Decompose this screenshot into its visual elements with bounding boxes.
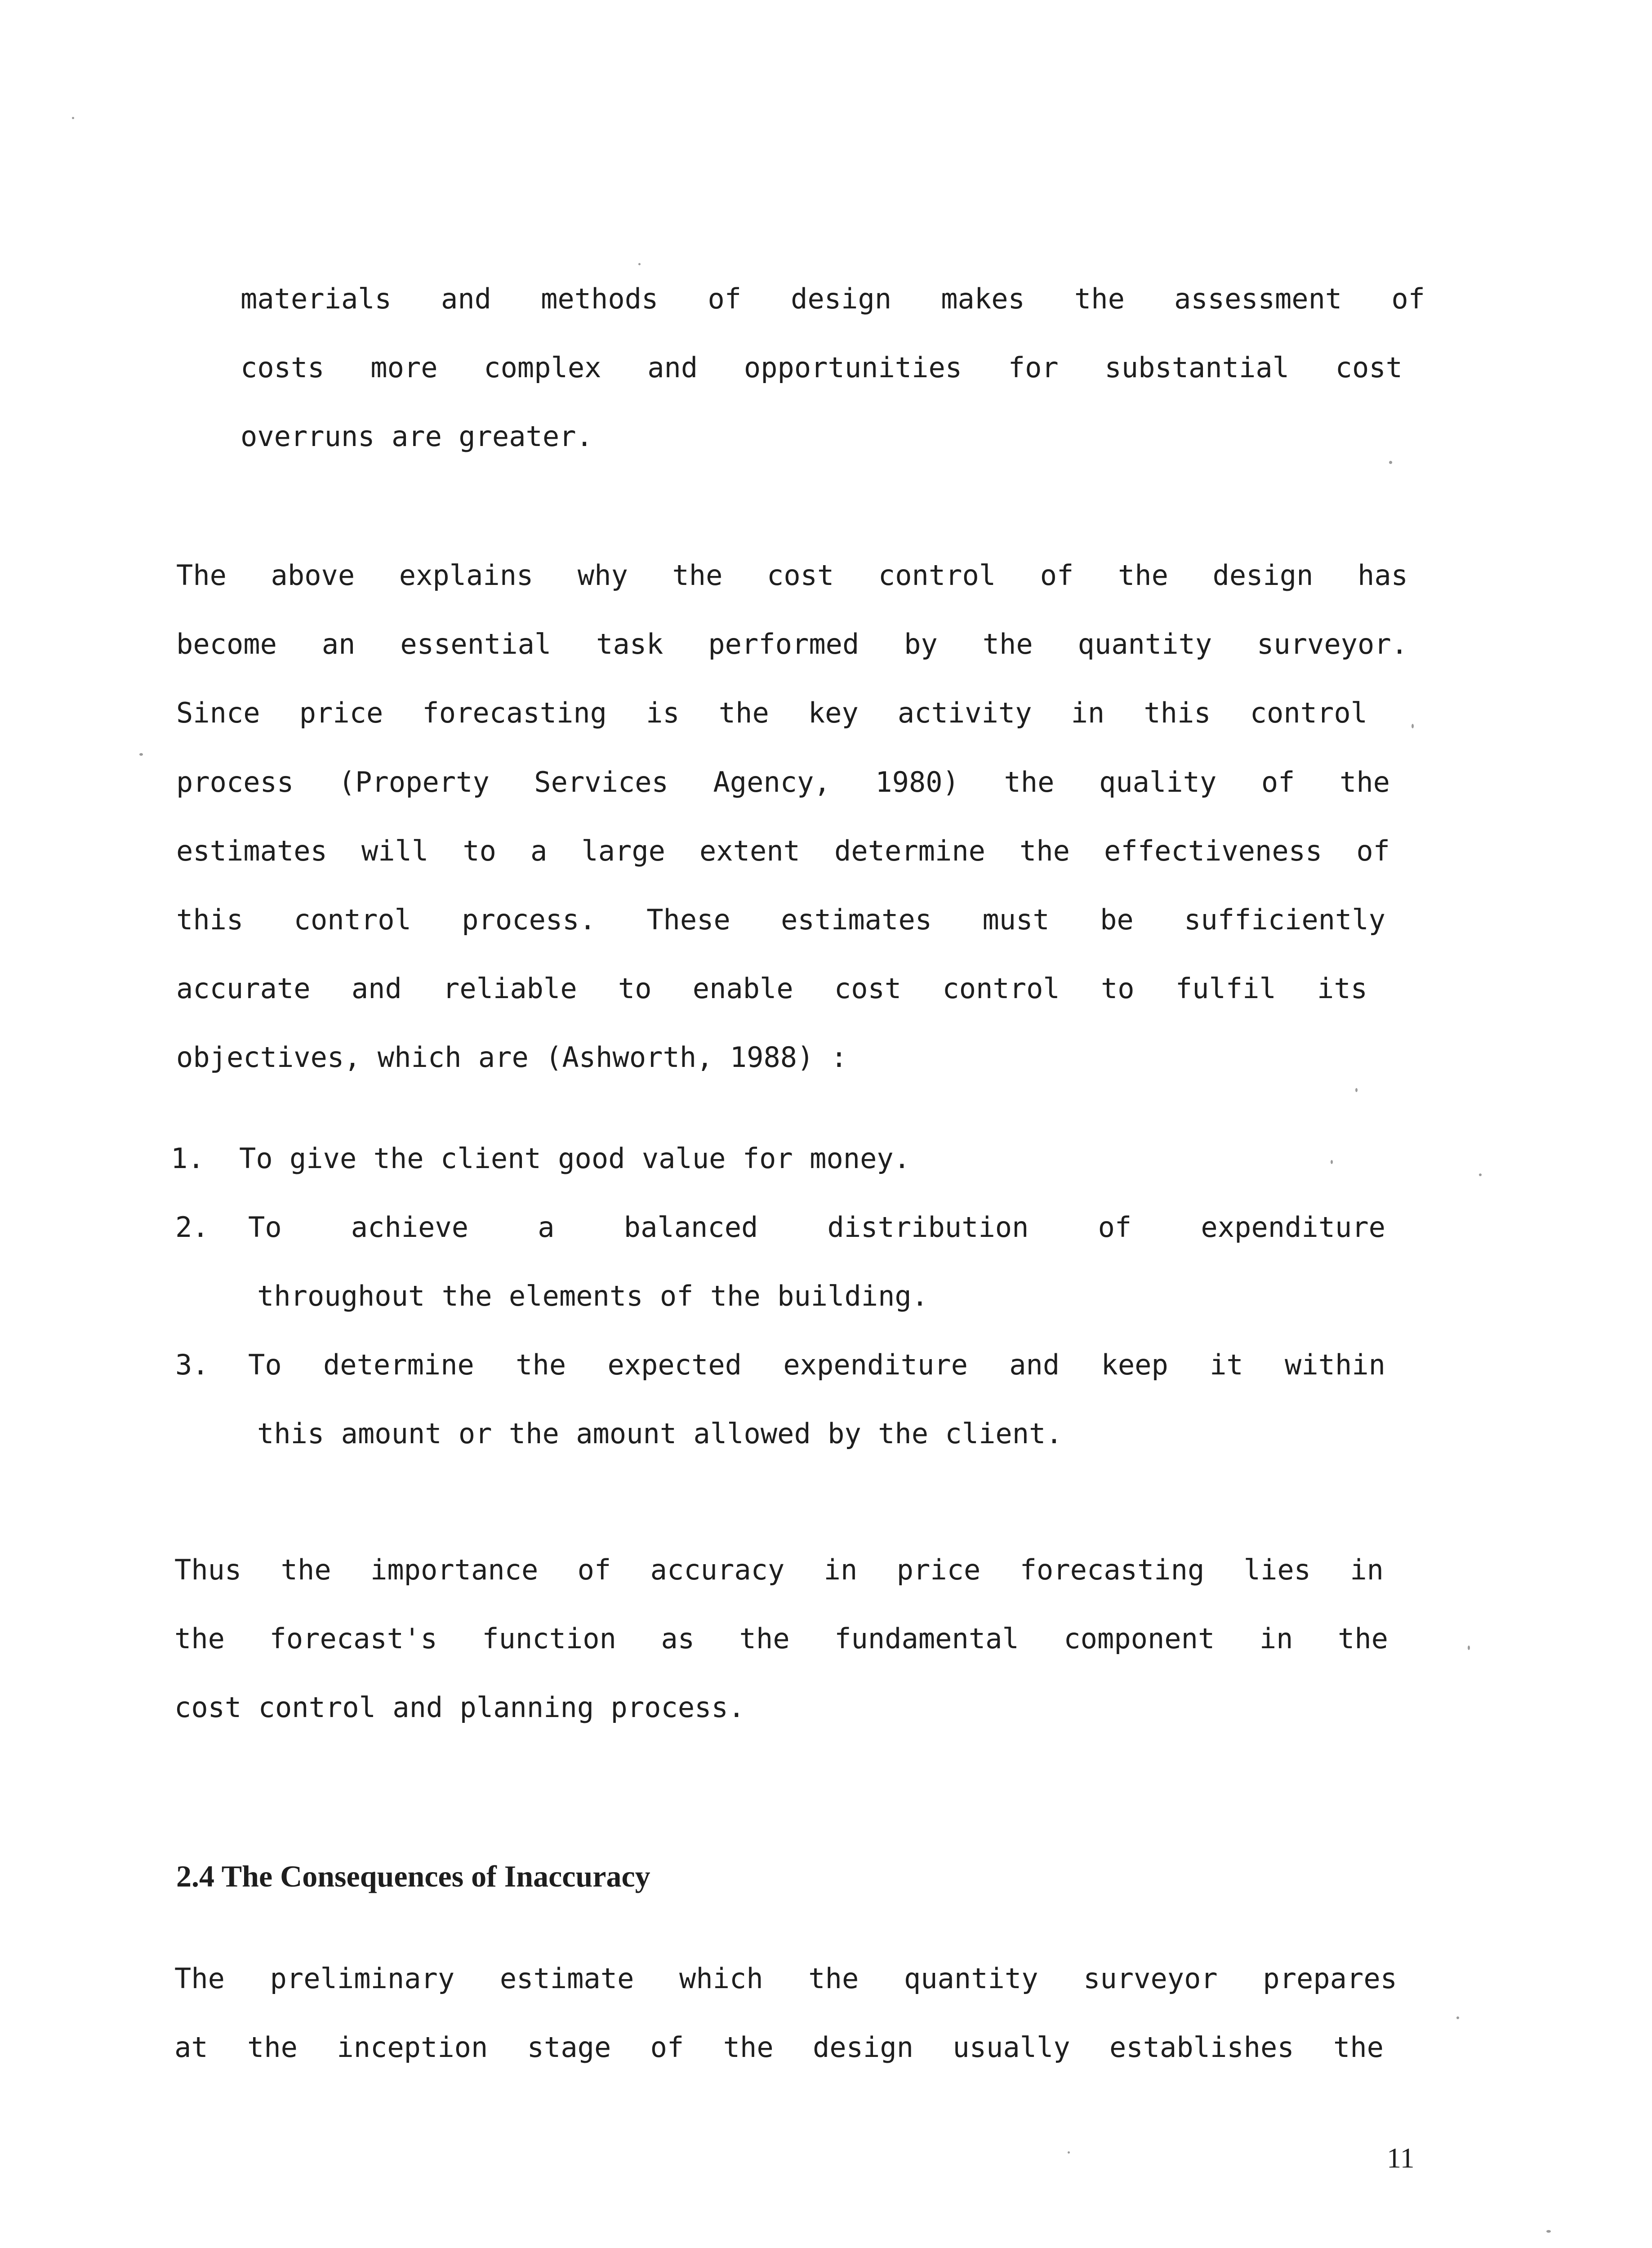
list-item-line: throughout the elements of the building.	[257, 1280, 929, 1312]
scan-speck	[1068, 2151, 1070, 2154]
paragraph-line: Since price forecasting is the key activity in this control	[176, 696, 1367, 729]
paragraph-line: this control process. These estimates must be sufficiently	[176, 903, 1385, 936]
paragraph-line: become an essential task performed by the quantity surveyor.	[176, 628, 1408, 660]
scan-speck	[1355, 1088, 1358, 1092]
scan-speck	[1468, 1646, 1470, 1650]
paragraph-line: accurate and reliable to enable cost control to fulfil its	[176, 972, 1367, 1005]
paragraph-line: The preliminary estimate which the quantity surveyor prepares	[174, 1962, 1397, 1995]
paragraph-line: at the inception stage of the design usually establishes the	[174, 2031, 1384, 2064]
section-heading: 2.4 The Consequences of Inaccuracy	[176, 1859, 650, 1893]
paragraph-line: the forecast's function as the fundamental component in the	[174, 1622, 1388, 1655]
list-number: 3.	[175, 1348, 209, 1381]
continuation-line: materials and methods of design makes the assessment of	[240, 282, 1425, 315]
paragraph-line: objectives, which are (Ashworth, 1988) :	[176, 1041, 848, 1074]
list-number: 2.	[175, 1211, 209, 1244]
list-item-line: this amount or the amount allowed by the client.	[257, 1417, 1063, 1450]
scan-speck	[139, 753, 143, 756]
paragraph-line: The above explains why the cost control of the design has	[176, 559, 1408, 592]
scan-speck	[1479, 1173, 1482, 1176]
list-item-line: To give the client good value for money.	[239, 1142, 911, 1175]
list-item-line: To achieve a balanced distribution of expenditure	[248, 1211, 1385, 1244]
list-item-line: To determine the expected expenditure and keep it within	[248, 1348, 1385, 1381]
paragraph-line: process (Property Services Agency, 1980) the quality of the	[176, 766, 1390, 798]
scan-speck	[1546, 2230, 1551, 2233]
scan-speck	[1456, 2016, 1459, 2019]
scan-speck	[1412, 724, 1414, 728]
page-number: 11	[1387, 2142, 1415, 2174]
scan-speck	[1389, 461, 1392, 464]
scan-speck	[1331, 1160, 1333, 1164]
continuation-line: costs more complex and opportunities for substantial cost	[240, 351, 1403, 384]
paragraph-line: cost control and planning process.	[174, 1691, 745, 1724]
scan-speck	[72, 117, 74, 119]
paragraph-line: Thus the importance of accuracy in price forecasting lies in	[174, 1553, 1384, 1586]
paragraph-line: estimates will to a large extent determine the effectiveness of	[176, 834, 1390, 867]
list-number: 1.	[171, 1142, 205, 1175]
scan-speck	[638, 263, 641, 265]
continuation-line: overruns are greater.	[240, 420, 593, 453]
